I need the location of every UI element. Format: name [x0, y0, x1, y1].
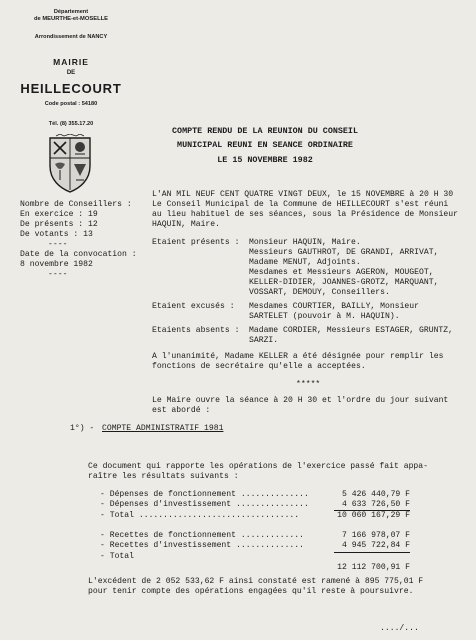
recettes-rule: [334, 552, 410, 553]
presents-line-5: KELLER-DIDIER, JOANNES-GROTZ, MARQUANT,: [249, 278, 439, 287]
continuation-marker: ..../...: [380, 624, 419, 633]
excuses-label: Etaient excusés :: [152, 302, 235, 311]
intro-line-2: Le Conseil Municipal de la Commune de HEILLECOURT s'est réuni: [152, 200, 449, 209]
recettes-fonct-amount: 7 166 978,07 F: [342, 531, 410, 540]
telephone: Tél. (8) 355.17.20: [48, 121, 94, 127]
sidebar-convocation-label: Date de la convocation :: [20, 250, 137, 259]
sidebar-convocation-date: 8 novembre 1982: [20, 260, 93, 269]
presents-line-4: Mesdames et Messieurs AGERON, MOUGEOT,: [249, 268, 434, 277]
depenses-total-amount: 10 060 167,29 F: [337, 511, 410, 520]
sidebar-exercice: En exercice : 19: [20, 210, 98, 219]
excedent-line-2: pour tenir compte des opérations engagées qu'il reste à poursuivre.: [88, 587, 414, 596]
secretaire-line-1: A l'unanimité, Madame KELLER a été désignée pour remplir les: [152, 352, 444, 361]
secretaire-line-2: fonctions de secrétaire qu'elle a acceptées.: [152, 362, 366, 371]
recettes-total-label: - Total: [100, 552, 134, 561]
arrondissement: Arrondissement de NANCY: [34, 34, 108, 40]
sidebar-conseillers: Nombre de Conseillers :: [20, 200, 132, 209]
depenses-total-label: - Total .................................: [100, 511, 300, 520]
absents-line-1: Madame CORDIER, Messieurs ESTAGER, GRUNTZ,: [249, 326, 453, 335]
de-label: DE: [66, 70, 76, 76]
coat-of-arms-icon: [46, 134, 94, 194]
sidebar-presents: De présents : 12: [20, 220, 98, 229]
code-postal: Code postal : 54180: [44, 101, 98, 107]
sidebar-votants: De votants : 13: [20, 230, 93, 239]
depenses-invest-label: - Dépenses d'investissement ...............: [100, 500, 309, 509]
presents-line-1: Monsieur HAQUIN, Maire.: [249, 238, 361, 247]
ouverture-line-2: est abordé :: [152, 406, 211, 415]
separator-stars: *****: [296, 380, 321, 389]
document-line-1: Ce document qui rapporte les opérations de l'exercice passé fait appa-: [88, 462, 428, 471]
title-line-3: LE 15 NOVEMBRE 1982: [217, 155, 313, 165]
depenses-invest-amount: 4 633 726,50 F: [342, 500, 410, 509]
departement-label: Département: [53, 9, 89, 15]
intro-line-1: L'AN MIL NEUF CENT QUATRE VINGT DEUX, le 15 NOVEMBRE à 20 H 30: [152, 190, 454, 199]
section-title: COMPTE ADMINISTRATIF 1981: [102, 424, 224, 433]
excuses-line-1: Mesdames COURTIER, BAILLY, Monsieur: [249, 302, 419, 311]
title-line-1: COMPTE RENDU DE LA REUNION DU CONSEIL: [172, 126, 358, 136]
presents-line-6: VOSSART, DEMOUY, Conseillers.: [249, 288, 390, 297]
ouverture-line-1: Le Maire ouvre la séance à 20 H 30 et l'ordre du jour suivant: [152, 396, 449, 405]
presents-line-2: Messieurs GAUTHROT, DE GRANDI, ARRIVAT,: [249, 248, 439, 257]
excedent-line-1: L'excédent de 2 052 533,62 F ainsi constaté est ramené à 895 775,01 F: [88, 577, 424, 586]
departement-name: de MEURTHE-et-MOSELLE: [33, 16, 109, 22]
depenses-fonct-label: - Dépenses de fonctionnement ..............: [100, 490, 309, 499]
intro-line-4: HAQUIN, Maire.: [152, 220, 220, 229]
absents-line-2: SARZI.: [249, 336, 279, 345]
recettes-invest-amount: 4 945 722,84 F: [342, 541, 410, 550]
document-line-2: raître les résultats suivants :: [88, 472, 239, 481]
presents-line-3: Madame MENUT, Adjoints.: [249, 258, 361, 267]
recettes-invest-label: - Recettes d'investissement ..............: [100, 541, 304, 550]
absents-label: Etaients absents :: [152, 326, 240, 335]
sidebar-separator-1: ----: [48, 240, 68, 249]
commune-name: HEILLECOURT: [20, 81, 122, 96]
intro-line-3: au lieu habituel de ses séances, sous la Présidence de Monsieur: [152, 210, 458, 219]
sidebar-separator-2: ----: [48, 270, 68, 279]
section-number: 1°) -: [70, 424, 95, 433]
mairie-label: MAIRIE: [53, 57, 89, 67]
excuses-line-2: SARTELET (pouvoir à M. HAQUIN).: [249, 312, 400, 321]
presents-label: Etaient présents :: [152, 238, 240, 247]
recettes-fonct-label: - Recettes de fonctionnement .............: [100, 531, 304, 540]
depenses-fonct-amount: 5 426 440,79 F: [342, 490, 410, 499]
recettes-total-amount: 12 112 700,91 F: [337, 563, 410, 572]
title-line-2: MUNICIPAL REUNI EN SEANCE ORDINAIRE: [177, 140, 353, 150]
